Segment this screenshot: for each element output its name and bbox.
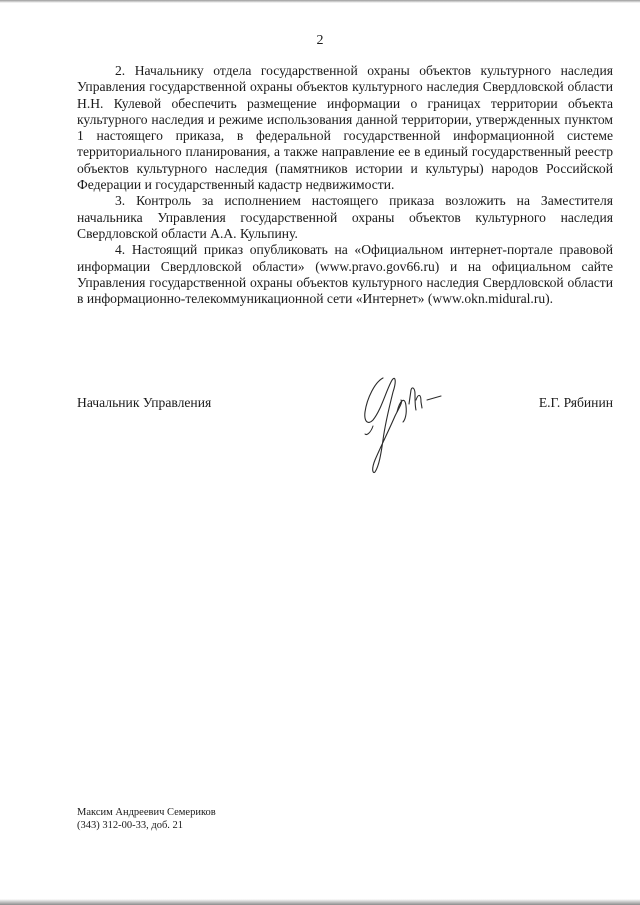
document-body (77, 63, 613, 307)
signer-name: Е.Г. Рябинин (538, 395, 613, 410)
paragraph-2: 2. Начальнику отдела государственной охраны объектов культурного наследия Управления государственной охраны объектов культурного наследия Свердловской области Н.Н. Кулевой обеспечить размещение информации о границах территории объекта культурного наследия и режиме использования данной территории, утвержденных пунктом 1 настоящего приказа, в федеральной государственной информационной системе территориального планирования, а также направление ее в единый государственный реестр объектов культурного наследия (памятников истории и культуры) народов Российской Федерации и государственный кадастр недвижимости. (77, 63, 613, 193)
signer-position: Начальник Управления (77, 395, 212, 410)
contact-name: Максим Андреевич Семериков (77, 807, 216, 818)
handwritten-signature (345, 360, 465, 480)
contact-phone: (343) 312-00-33, доб. 21 (77, 820, 184, 831)
paragraph-3: 3. Контроль за исполнением настоящего приказа возложить на Заместителя начальника Управления государственной охраны объектов культурного наследия Свердловской области А.А. Кульпину. (77, 193, 613, 241)
contact-info (77, 806, 216, 832)
paragraph-4: 4. Настоящий приказ опубликовать на «Официальном интернет-портале правовой информации Свердловской области» (www.pravo.gov66.ru) и на официальном сайте Управления государственной охраны объектов культурного наследия Свердловской области в информационно-телекоммуникационной сети «Интернет» (www.okn.midural.ru). (77, 242, 613, 307)
page-number: 2 (316, 33, 324, 48)
scan-edge-top (0, 0, 640, 3)
scan-edge-bottom (0, 899, 640, 905)
